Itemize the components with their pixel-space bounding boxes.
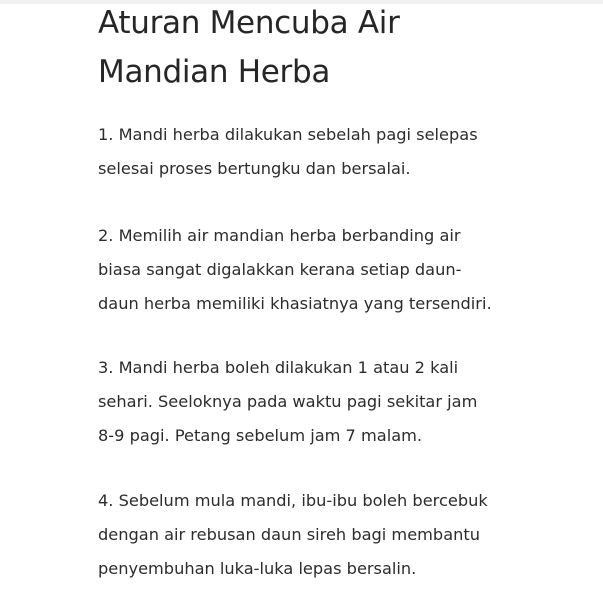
rule-2-line-3: daun herba memiliki khasiatnya yang tersendiri. [98, 294, 492, 313]
title-line-2: Mandian Herba [98, 54, 331, 90]
rule-3-line-3: 8-9 pagi. Petang sebelum jam 7 malam. [98, 426, 423, 445]
rule-3-line-1: 3. Mandi herba boleh dilakukan 1 atau 2 kali [98, 358, 459, 377]
rule-item-4 [98, 484, 503, 586]
rule-1-line-1: 1. Mandi herba dilakukan sebelah pagi selepas [98, 125, 478, 144]
rule-item-1 [98, 118, 503, 186]
rule-3-line-2: sehari. Seeloknya pada waktu pagi sekitar jam [98, 392, 478, 411]
rule-item-2 [98, 219, 503, 321]
article-title [98, 0, 498, 97]
rule-4-line-2: dengan air rebusan daun sireh bagi membantu [98, 525, 480, 544]
rule-4-line-1: 4. Sebelum mula mandi, ibu-ibu boleh bercebuk [98, 491, 488, 510]
rule-4-line-3: penyembuhan luka-luka lepas bersalin. [98, 559, 417, 578]
rule-1-line-2: selesai proses bertungku dan bersalai. [98, 159, 411, 178]
title-line-1: Aturan Mencuba Air [98, 5, 400, 41]
rule-2-line-2: biasa sangat digalakkan kerana setiap daun- [98, 260, 462, 279]
rule-2-line-1: 2. Memilih air mandian herba berbanding air [98, 226, 461, 245]
rule-item-3 [98, 351, 503, 453]
